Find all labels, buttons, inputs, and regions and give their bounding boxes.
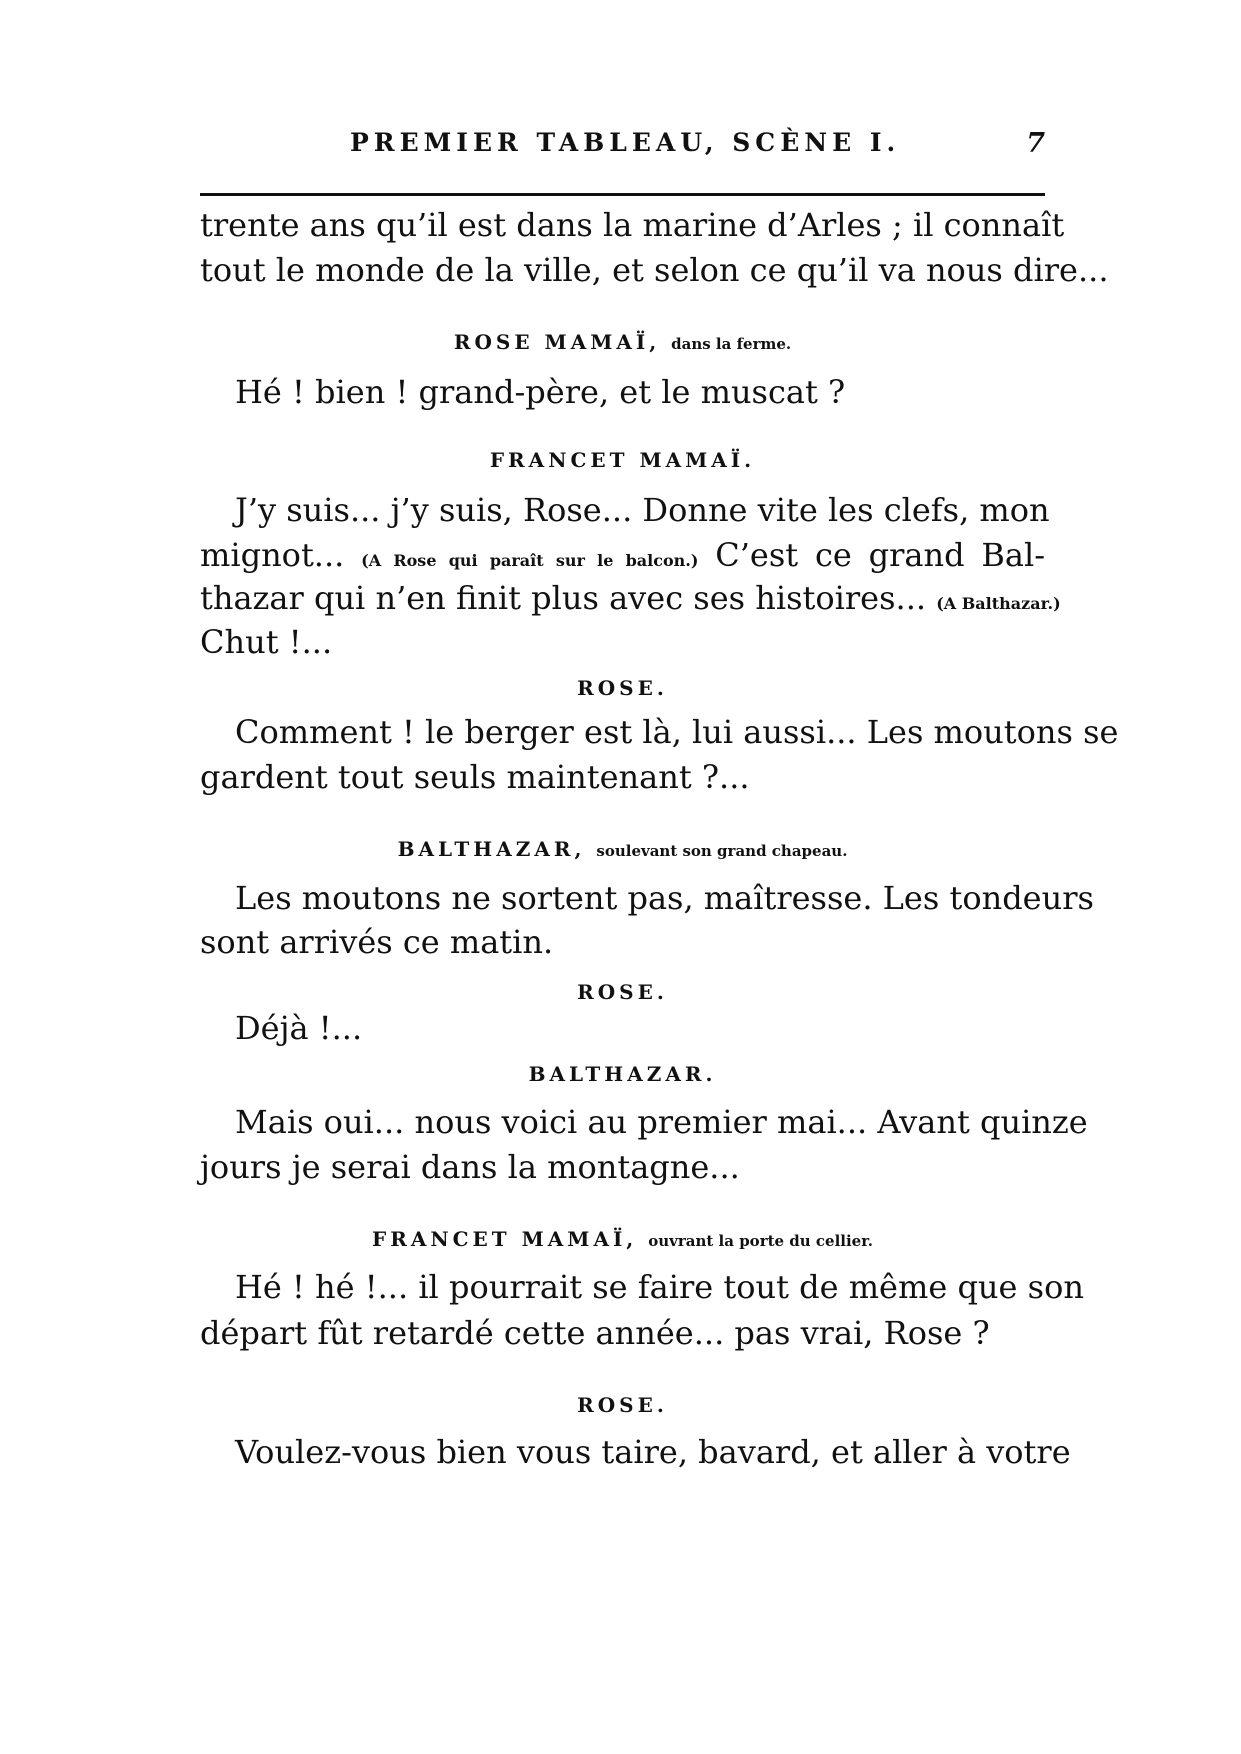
text-segment: thazar qui n’en finit plus avec ses histoires... — [200, 579, 927, 617]
stage-direction: (A Balthazar.) — [936, 594, 1061, 613]
speaker-heading — [200, 676, 1045, 700]
text-segment: mignot... — [200, 536, 345, 574]
text-line: Comment ! le berger est là, lui aussi... Les moutons se — [235, 713, 1119, 751]
speaker-heading — [200, 1227, 1045, 1251]
text-line: gardent tout seuls maintenant ?... — [200, 758, 750, 796]
text-line — [200, 535, 1045, 581]
text-line: Déjà !... — [235, 1009, 363, 1047]
speaker-name: FRANCET MAMAÏ, — [372, 1227, 638, 1251]
text-line: sont arrivés ce matin. — [200, 923, 554, 961]
speaker-name: BALTHAZAR. — [528, 1062, 717, 1086]
speaker-heading — [200, 980, 1045, 1004]
speaker-heading — [200, 1062, 1045, 1086]
speaker-heading — [200, 1393, 1045, 1417]
speaker-name: BALTHAZAR, — [397, 837, 586, 861]
text-line: jours je serai dans la montagne... — [200, 1148, 740, 1186]
running-title: PREMIER TABLEAU, SCÈNE I. — [350, 128, 901, 157]
text-line: Les moutons ne sortent pas, maîtresse. Les tondeurs — [235, 879, 1094, 917]
speaker-name: FRANCET MAMAÏ. — [489, 448, 756, 472]
text-line: Hé ! bien ! grand-père, et le muscat ? — [235, 373, 846, 411]
text-segment: C’est ce grand Bal- — [715, 536, 1046, 574]
speaker-heading — [200, 448, 1045, 472]
text-line: J’y suis... j’y suis, Rose... Donne vite les clefs, mon — [235, 491, 1050, 529]
page-header — [200, 128, 1045, 168]
stage-direction: (A Rose qui paraît sur le balcon.) — [361, 551, 699, 570]
text-line: Mais oui... nous voici au premier mai... Avant quinze — [235, 1103, 1088, 1141]
speaker-name: ROSE. — [577, 980, 668, 1004]
text-line: Voulez-vous bien vous taire, bavard, et aller à votre — [235, 1433, 1071, 1471]
speaker-heading — [200, 330, 1045, 354]
text-line — [200, 578, 1061, 624]
speaker-heading — [200, 837, 1045, 861]
text-line: départ fût retardé cette année... pas vrai, Rose ? — [200, 1314, 990, 1352]
speaker-name: ROSE. — [577, 676, 668, 700]
stage-direction: ouvrant la porte du cellier. — [648, 1232, 873, 1250]
text-line: trente ans qu’il est dans la marine d’Arles ; il connaît — [200, 206, 1065, 244]
text-line: Hé ! hé !... il pourrait se faire tout de même que son — [235, 1268, 1084, 1306]
stage-direction: soulevant son grand chapeau. — [596, 842, 848, 860]
text-line: tout le monde de la ville, et selon ce qu’il va nous dire... — [200, 251, 1109, 289]
stage-direction: dans la ferme. — [671, 335, 792, 353]
header-rule — [200, 193, 1045, 196]
speaker-name: ROSE MAMAÏ, — [453, 330, 661, 354]
text-line: Chut !... — [200, 623, 333, 661]
page-number: 7 — [1026, 128, 1045, 159]
speaker-name: ROSE. — [577, 1393, 668, 1417]
